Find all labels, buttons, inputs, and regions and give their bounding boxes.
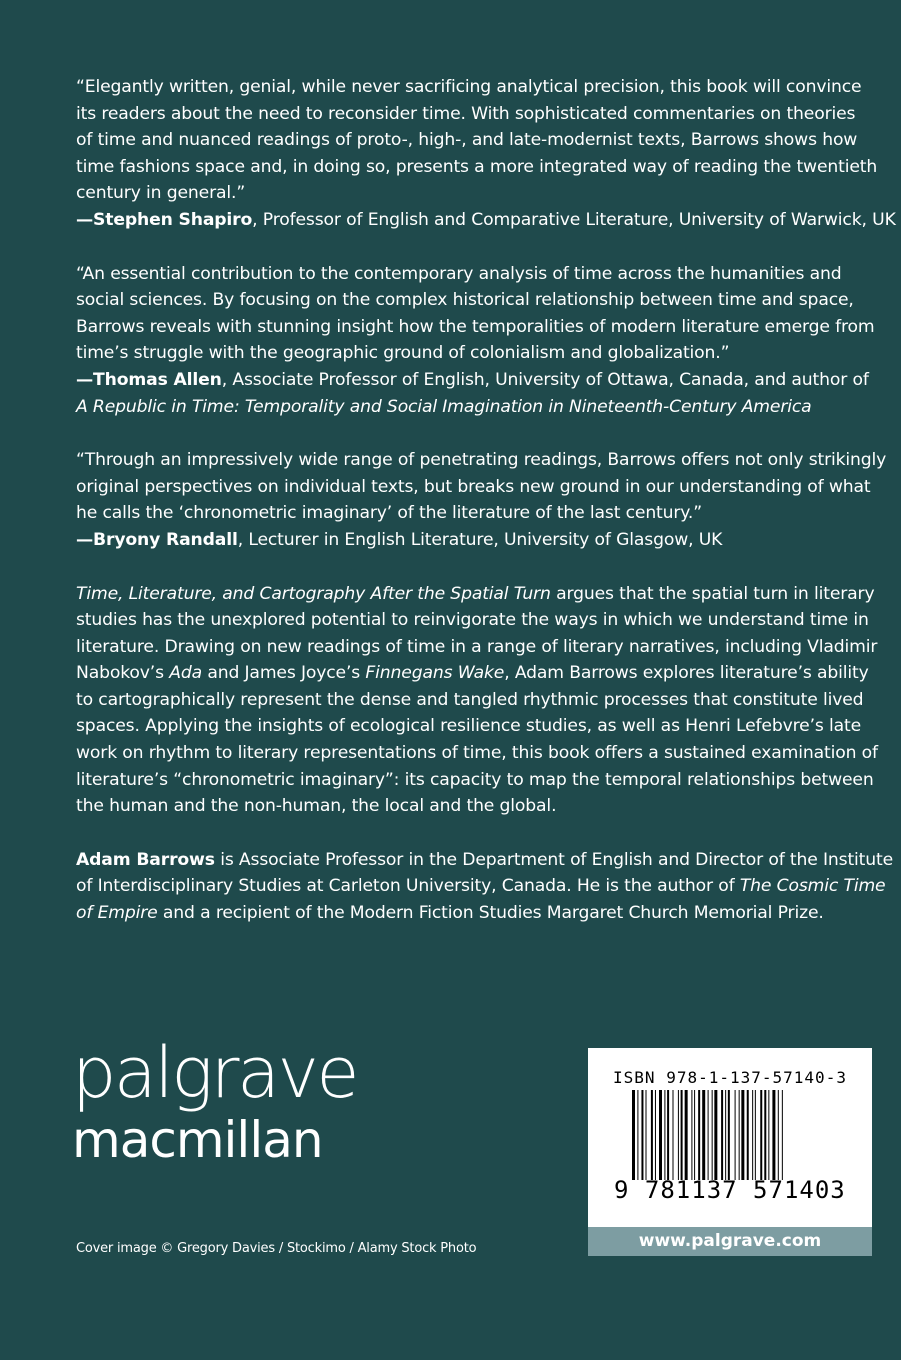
description-line: literature. Drawing on new readings of time in a range of literary narratives, including Vladimir <box>76 636 878 657</box>
barcode-bar <box>678 1090 679 1180</box>
description-line <box>76 660 876 687</box>
quote-attribution <box>76 207 896 234</box>
bio-text: and a recipient of the Modern Fiction Studies Margaret Church Memorial Prize. <box>157 903 824 924</box>
barcode-bar <box>691 1090 692 1180</box>
barcode-bar <box>728 1090 730 1180</box>
barcode-bar <box>782 1090 783 1180</box>
book-title: Ada <box>169 663 202 684</box>
barcode-bar <box>641 1090 643 1180</box>
barcode-bar <box>659 1090 662 1180</box>
book-title: Finnegans Wake <box>365 663 505 684</box>
quote-line: Barrows reveals with stunning insight how the temporalities of modern literature emerge from <box>76 316 875 337</box>
description-line: work on rhythm to literary representations of time, this book offers a sustained examination of <box>76 743 878 764</box>
quote-affiliation: , Lecturer in English Literature, University of Glasgow, UK <box>237 529 723 550</box>
description-text: and James Joyce’s <box>202 663 366 684</box>
quote-line: century in general.” <box>76 183 246 204</box>
book-description <box>76 581 876 820</box>
quote-author: —Stephen Shapiro <box>76 209 253 230</box>
barcode-bar <box>739 1090 740 1180</box>
quote-line: original perspectives on individual texts, but breaks new ground in our understanding of what <box>76 476 871 497</box>
bio-text: is Associate Professor in the Department of English and Director of the Institute <box>214 849 894 870</box>
description-line <box>76 581 876 608</box>
barcode-bar <box>768 1090 769 1180</box>
barcode-bar <box>646 1090 647 1180</box>
barcode-bar <box>741 1090 744 1180</box>
author-bio <box>76 847 894 927</box>
barcode-bar <box>637 1090 638 1180</box>
book-title: Time, Literature, and Cartography After the Spatial Turn <box>76 583 551 604</box>
barcode-bar <box>735 1090 736 1180</box>
quote-allen <box>76 261 876 421</box>
book-title: A Republic in Time: Temporality and Social Imagination in Nineteenth-Century America <box>76 396 812 417</box>
book-title: of Empire <box>76 903 158 924</box>
barcode-bar <box>712 1090 713 1180</box>
barcode-bar <box>760 1090 762 1180</box>
cover-image-credit: Cover image © Gregory Davies / Stockimo / Alamy Stock Photo <box>76 1241 477 1256</box>
barcode-bar <box>752 1090 753 1180</box>
barcode-bar <box>721 1090 723 1180</box>
quote-line: of time and nuanced readings of proto-, high-, and late-modernist texts, Barrows shows how <box>76 130 858 151</box>
author-name: Adam Barrows <box>76 849 215 870</box>
barcode-bar <box>667 1090 669 1180</box>
barcode-panel <box>588 1048 872 1256</box>
barcode-bar <box>698 1090 700 1180</box>
barcode-bar <box>725 1090 726 1180</box>
quote-author: —Bryony Randall <box>76 529 238 550</box>
quote-line: “Through an impressively wide range of penetrating readings, Barrows offers not only strikingly <box>76 450 887 471</box>
barcode-bar <box>778 1090 779 1180</box>
barcode-bar <box>772 1090 775 1180</box>
quote-attribution <box>76 367 876 394</box>
barcode-bar <box>702 1090 705 1180</box>
logo-word-palgrave: palgrave <box>72 1032 357 1114</box>
quote-line: social sciences. By focusing on the complex historical relationship between time and space, <box>76 290 854 311</box>
description-line: the human and the non-human, the local and the global. <box>76 796 557 817</box>
description-line: spaces. Applying the insights of ecological resilience studies, as well as Henri Lefebvre’s late <box>76 716 862 737</box>
quote-line: time fashions space and, in doing so, presents a more integrated way of reading the twentieth <box>76 156 878 177</box>
barcode-label <box>588 1048 872 1227</box>
barcode-bar <box>664 1090 665 1180</box>
quote-affiliation: , Professor of English and Comparative Literature, University of Warwick, UK <box>252 209 896 230</box>
barcode-bar <box>651 1090 653 1180</box>
quote-line: “Elegantly written, genial, while never sacrificing analytical precision, this book will convince <box>76 77 862 97</box>
barcode-bar <box>632 1090 635 1180</box>
book-title: The Cosmic Time <box>739 876 886 897</box>
barcode-bar <box>747 1090 749 1180</box>
isbn-text: ISBN 978-1-137-57140-3 <box>613 1068 847 1087</box>
publisher-logo <box>72 1032 357 1169</box>
quote-randall <box>76 447 887 553</box>
barcode-bar <box>685 1090 688 1180</box>
quote-shapiro <box>76 74 896 234</box>
barcode-bar <box>764 1090 766 1180</box>
quote-line: he calls the ‘chronometric imaginary’ of the literature of the last century.” <box>76 503 702 524</box>
bio-line <box>76 847 894 874</box>
description-text: argues that the spatial turn in literary <box>550 583 875 604</box>
quote-line: its readers about the need to reconsider time. With sophisticated commentaries on theories <box>76 103 856 124</box>
bio-line <box>76 900 876 927</box>
description-text: Nabokov’s <box>76 663 170 684</box>
quote-author: —Thomas Allen <box>76 369 222 390</box>
barcode-bar <box>714 1090 717 1180</box>
back-cover-text <box>76 74 896 954</box>
barcode-bar <box>673 1090 674 1180</box>
description-text: , Adam Barrows explores literature’s ability <box>504 663 869 684</box>
description-line: studies has the unexplored potential to reinvigorate the ways in which we understand time in <box>76 610 869 631</box>
quote-attribution <box>76 527 876 554</box>
publisher-url: www.palgrave.com <box>588 1227 872 1256</box>
barcode-bar <box>681 1090 683 1180</box>
quote-line: “An essential contribution to the contemporary analysis of time across the humanities and <box>76 263 842 284</box>
quote-line: time’s struggle with the geographic ground of colonialism and globalization.” <box>76 343 730 364</box>
quote-book-title <box>76 394 876 421</box>
barcode-number: 9 781137 571403 <box>614 1176 846 1204</box>
barcode-bar <box>655 1090 656 1180</box>
description-line: to cartographically represent the dense and tangled rhythmic processes that constitute lived <box>76 689 864 710</box>
barcode-bar <box>755 1090 756 1180</box>
barcode-bar <box>694 1090 695 1180</box>
bio-line <box>76 873 886 900</box>
description-line: literature’s “chronometric imaginary”: its capacity to map the temporal relationships between <box>76 769 874 790</box>
bio-text: of Interdisciplinary Studies at Carleton University, Canada. He is the author of <box>76 876 740 897</box>
logo-word-macmillan: macmillan <box>72 1111 323 1169</box>
barcode-bars <box>632 1090 826 1180</box>
barcode-bar <box>708 1090 709 1180</box>
quote-affiliation: , Associate Professor of English, University of Ottawa, Canada, and author of <box>221 369 869 390</box>
